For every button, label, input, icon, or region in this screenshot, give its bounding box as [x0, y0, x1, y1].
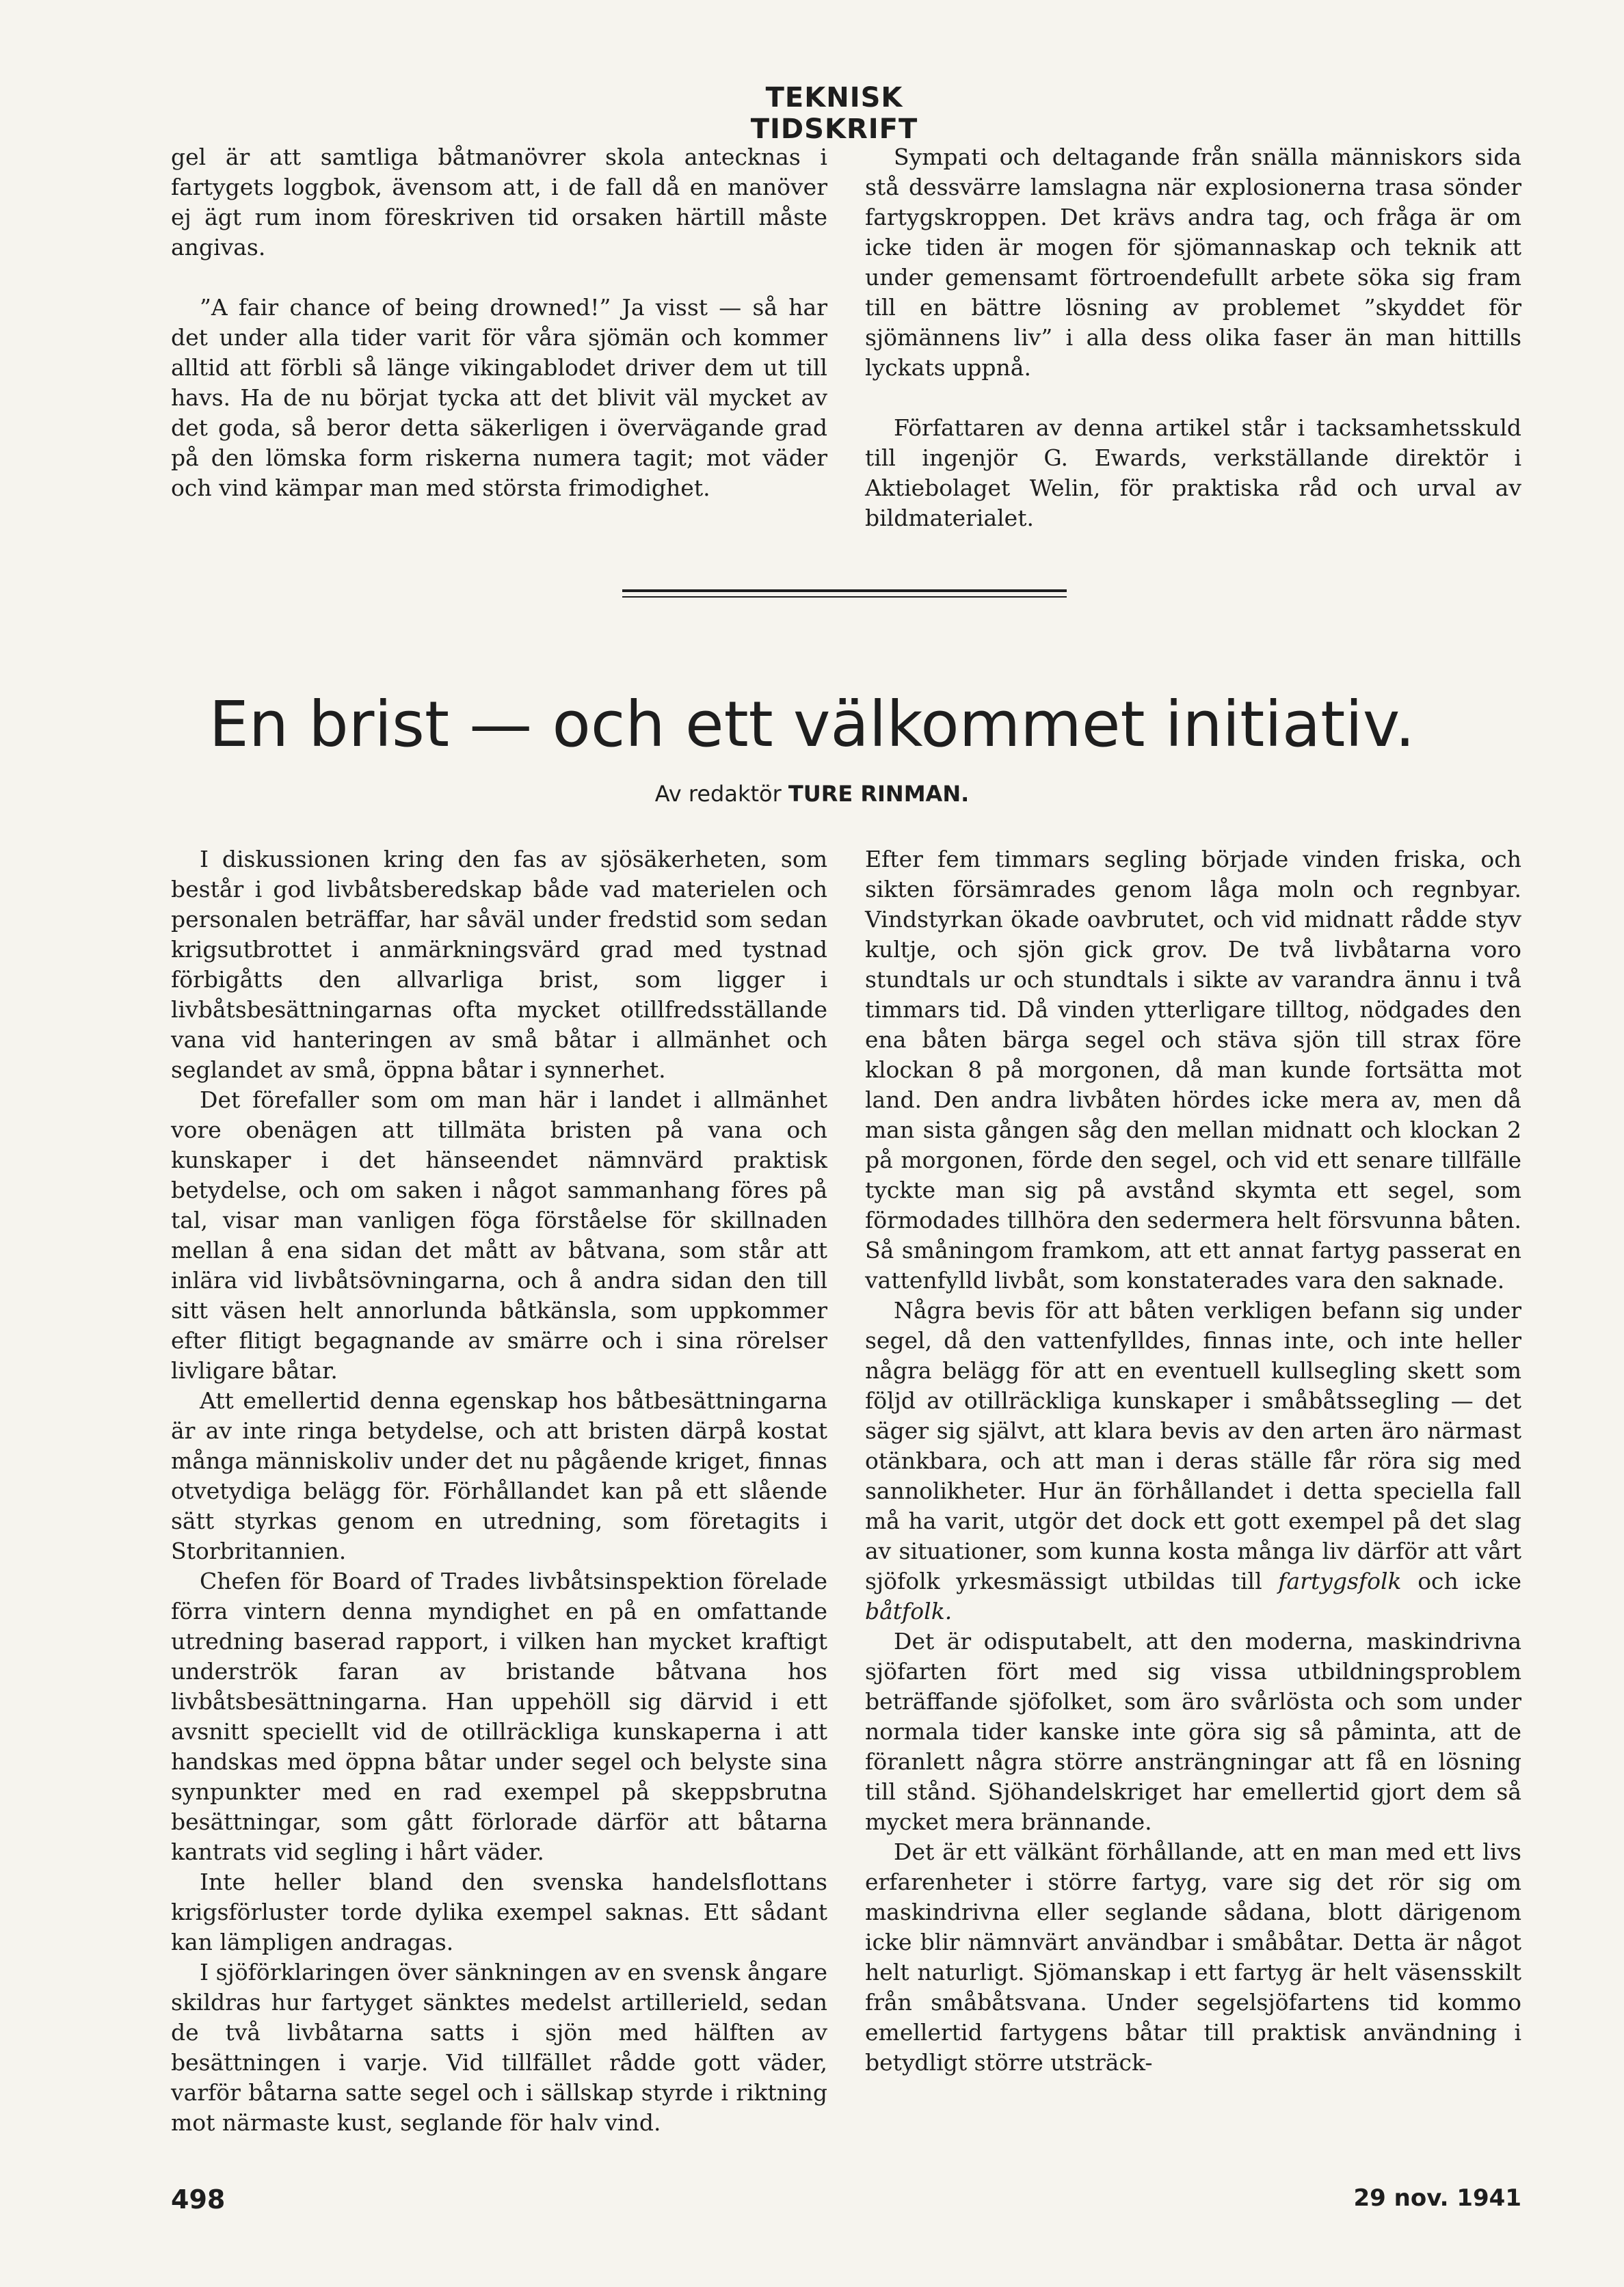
paragraph: I sjöförklaringen över sänkningen av en svensk ångare skildras hur fartyget sänktes medelst artillerield, sedan de två livbåtarna satts i sjön med hälften av besättningen i varje. Vid tillfället rådde gott väder, varför båtarna satte segel och i sällskap styrde i riktning mot närmaste kust, seglande för halv vind. — [171, 1959, 827, 2136]
page-number: 498 — [171, 2184, 226, 2215]
upper-left-column — [171, 142, 827, 503]
paragraph: Chefen för Board of Trades livbåtsinspektion förelade förra vintern denna myndighet en på en omfattande utredning baserad rapport, i vilken han mycket kraftigt underströk faran av bristande båtvana hos livbåtsbesättningarna. Han uppehöll sig därvid i ett avsnitt speciellt vid de otillräckliga kunskaperna i att handskas med öppna båtar under segel och belyste sina synpunkter med en rad exempel på skeppsbrutna besättningar, som gått förlorade därför att båtarna kantrats vid segling i hårt väder. — [171, 1568, 827, 1865]
paragraph: Att emellertid denna egenskap hos båtbesättningarna är av inte ringa betydelse, och att bristen därpå kostat många människoliv under det nu pågående kriget, finnas otvetydiga belägg för. Förhållandet kan på ett slående sätt styrkas genom en utredning, som företagits i Storbritannien. — [171, 1387, 827, 1564]
article-title: En brist — och ett välkommet initiativ. — [209, 688, 1415, 761]
paragraph: gel är att samtliga båtmanövrer skola antecknas i fartygets loggbok, ävensom att, i de fall då en manöver ej ägt rum inom föreskriven tid orsaken härtill måste angivas. — [171, 144, 827, 260]
byline-prefix: Av redaktör — [654, 781, 782, 807]
section-divider — [622, 589, 1067, 592]
masthead: TEKNISK TIDSKRIFT — [750, 82, 918, 145]
byline-author: TURE RINMAN. — [788, 781, 970, 807]
body-right-column — [865, 844, 1521, 2078]
paragraph-text: Några bevis för att båten verkligen befann sig under segel, då den vattenfylldes, finnas inte, och inte heller några belägg för att en eventuell kullsegling skett som följd av otillräckliga kunskaper i småbåtssegling — det säger sig självt, att klara bevis av den arten äro närmast otänkbara, och att man i deras ställe får röra sig med sannolikheter. Hur än förhållandet i detta speciella fall må ha varit, utgör det dock ett gott exempel på det slag av situationer, som kunna kosta många liv därför att vårt sjöfolk yrkesmässigt utbildas till — [865, 1297, 1521, 1594]
paragraph: Det förefaller som om man här i landet i allmänhet vore obenägen att tillmäta bristen på vana och kunskaper i det hänseendet nämnvärd praktisk betydelse, och om saken i något sammanhang föres på tal, visar man vanligen föga förståelse för skillnaden mellan å ena sidan det mått av båtvana, som står att inlära vid livbåtsövningarna, och å andra sidan den till sitt väsen helt annorlunda båtkänsla, som uppkommer efter flitigt begagnande av smärre och i sina rörelser livligare båtar. — [171, 1086, 827, 1384]
paragraph: Inte heller bland den svenska handelsflottans krigsförluster torde dylika exempel saknas. Ett sådant kan lämpligen andragas. — [171, 1869, 827, 1955]
body-left-column — [171, 844, 827, 2138]
paragraph: Det är odisputabelt, att den moderna, maskindrivna sjöfarten fört med sig vissa utbildningsproblem beträffande sjöfolket, som äro svårlösta och som under normala tider kanske inte göra sig så påminta, att de föranlett några större ansträngningar att få en lösning till stånd. Sjöhandelskriget har emellertid gjort dem så mycket mera brännande. — [865, 1628, 1521, 1835]
article-byline — [103, 781, 1521, 807]
paragraph — [865, 1296, 1521, 1627]
paragraph: I diskussionen kring den fas av sjösäkerheten, som består i god livbåtsberedskap både vad materielen och personalen beträffar, har såväl under fredstid som sedan krigsutbrottet i anmärkningsvärd grad med tystnad förbigåtts den allvarliga brist, som ligger i livbåtsbesättningarnas ofta mycket otillfredsställande vana vid hanteringen av små båtar i allmänhet och seglandet av små, öppna båtar i synnerhet. — [171, 846, 827, 1083]
emphasis-batfolk: båtfolk. — [865, 1598, 953, 1624]
paragraph: Sympati och deltagande från snälla människors sida stå dessvärre lamslagna när explosionerna trasa sönder fartygskroppen. Det krävs andra tag, och fråga är om icke tiden är mogen för sjömannaskap och teknik att under gemensamt förtroendefullt arbete söka sig fram till en bättre lösning av problemet ”skyddet för sjömännens liv” i alla dess olika faser än man hittills lyckats uppnå. — [865, 144, 1521, 381]
paragraph: ”A fair chance of being drowned!” Ja visst — så har det under alla tider varit för våra sjömän och kommer alltid att förbli så länge vikingablodet driver dem ut till havs. Ha de nu börjat tycka att det blivit väl mycket av det goda, så beror detta säkerligen i övervägande grad på den lömska form riskerna numera tagit; mot väder och vind kämpar man med största frimodighet. — [171, 294, 827, 501]
acknowledgement-paragraph: Författaren av denna artikel står i tacksamhetsskuld till ingenjör G. Ewards, verkställande direktör i Aktiebolaget Welin, för praktiska råd och urval av bildmaterialet. — [865, 414, 1521, 531]
issue-date: 29 nov. 1941 — [1353, 2184, 1521, 2212]
paragraph-text: och icke — [1417, 1568, 1521, 1594]
paragraph: Efter fem timmars segling började vinden friska, och sikten försämrades genom låga moln och regnbyar. Vindstyrkan ökade oavbrutet, och vid midnatt rådde styv kultje, och sjön gick grov. De två livbåtarna voro stundtals ur och stundtals i sikte av varandra ännu i två timmars tid. Då vinden ytterligare tilltog, nödgades den ena båten bärga segel och stäva sjön till strax före klockan 8 på morgonen, då man kunde fortsätta mot land. Den andra livbåten hördes icke mera av, men då man sista gången såg den mellan midnatt och klockan 2 på morgonen, förde den segel, och vid ett senare tillfälle tyckte man sig på avstånd skymta ett segel, som förmodades tillhöra den sedermera helt försvunna båten. Så småningom framkom, att ett annat fartyg passerat en vattenfylld livbåt, som konstaterades vara den saknade. — [865, 846, 1521, 1294]
paragraph: Det är ett välkänt förhållande, att en man med ett livs erfarenheter i större fartyg, vare sig det rör sig om maskindrivna eller seglande sådana, blott därigenom icke blir nämnvärt användbar i småbåtar. Detta är något helt naturligt. Sjömanskap i ett fartyg är helt väsensskilt från småbåtsvana. Under segelsjöfartens tid kommo emellertid fartygens båtar till praktisk användning i betydligt större utsträck- — [865, 1838, 1521, 2076]
emphasis-fartygsfolk: fartygsfolk — [1278, 1568, 1402, 1594]
upper-right-column — [865, 142, 1521, 533]
